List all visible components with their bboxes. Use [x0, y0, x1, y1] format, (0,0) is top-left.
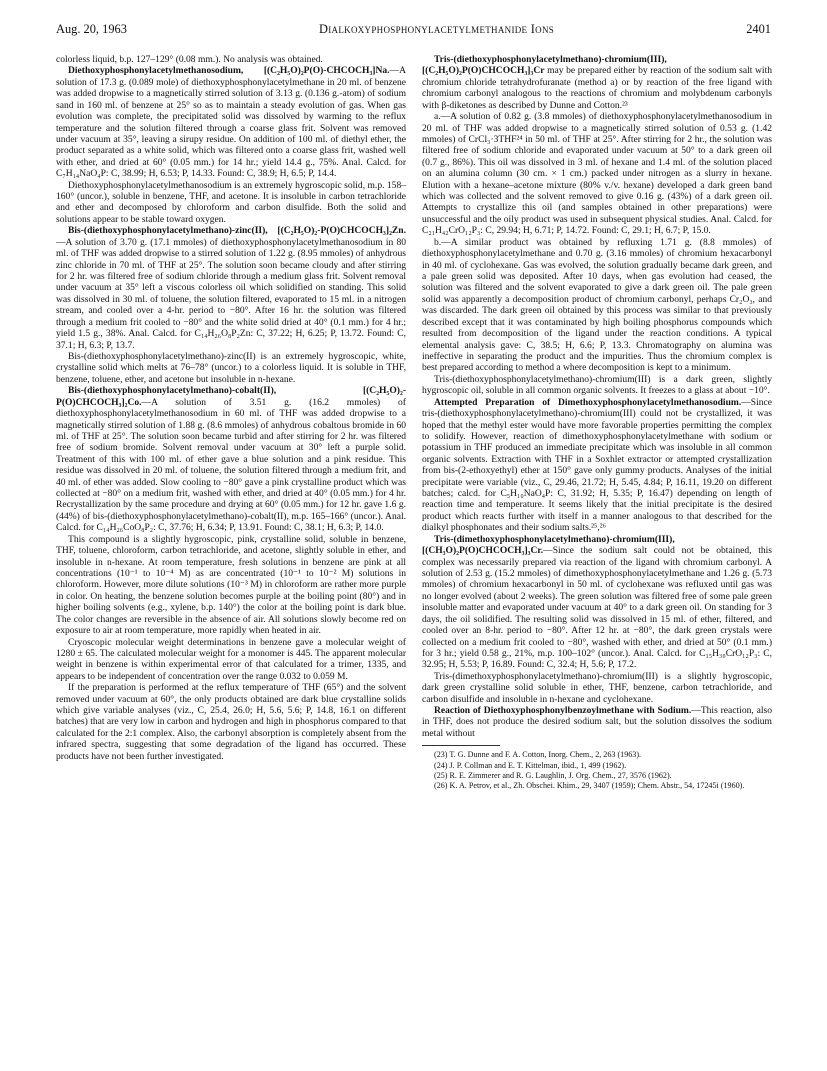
header-title: Dialkoxyphosphonylacetylmethanide Ions — [319, 22, 555, 36]
section-heading: Tris-(diethoxyphosphonylacetylmethano)-chromium(III), [(C₂H₅O)₂P(O)CHCOCH₃]₃Cr — [422, 54, 667, 77]
section-heading: Attempted Preparation of Dimethoxyphosphonylacetylmethanosodium. — [434, 396, 742, 408]
right-column — [422, 54, 772, 791]
paragraph: Tris-(dimethoxyphosphonylacetylmethano)-chromium(III) is a slightly hygroscopic, dark green crystalline solid soluble in ether, THF, benzene, carbon tetrachloride, and carbon disulfide and insoluble in n-hexane and cyclohexane. — [422, 670, 772, 705]
footnote: (23) T. G. Dunne and F. A. Cotton, Inorg. Chem., 2, 263 (1963). — [434, 750, 642, 760]
paragraph: colorless liquid, b.p. 127–129° (0.08 mm.). No analysis was obtained. — [56, 54, 323, 65]
footnote: (25) R. E. Zimmerer and R. G. Laughlin, J. Org. Chem., 27, 3576 (1962). — [434, 770, 672, 780]
paragraph: Bis-(diethoxyphosphonylacetylmethano)-zinc(II), [(C₂H₅O)₂-P(O)CHCOCH₃]₂Zn.—A solution of 3.70 g. (17.1 mmoles) of diethoxyphosphonylacetylmethanosodium in 80 ml. of THF was added dropwise to a stirred solution of 1.22 g. (8.95 mmoles) of anhydrous zinc chloride in 70 ml. of THF at 25°. The solution soon became cloudy and after stirring for 2 hr. was filtered free of sodium chloride through a medium glass frit. Solvent removal under vacuum at 35° left a viscous colorless oil which solidified on standing. This solid was dissolved in 30 ml. of toluene, the solution filtered, evaporated to 15 ml. in a nitrogen stream, and cooled over a 4-hr. period to −80°. After 16 hr. the solution was filtered through a medium frit cooled to −80° and the white solid dried at 40° (0.1 mm.) for 4 hr.; yield 1.5 g., 38%. Anal. Calcd. for C₁₄H₂₆O₈P₂Zn: C, 37.22; H, 6.25; P, 13.72. Found: C, 37.1; H, 6.3; P, 13.7. — [56, 225, 406, 351]
paragraph: Reaction of Diethoxyphosphonylbenzoylmethane with Sodium.—This reaction, also in THF, does not produce the desired sodium salt, but the solution dissolves the sodium metal without — [422, 705, 772, 739]
footnote-rule — [422, 745, 500, 746]
footnote: (26) K. A. Petrov, et al., Zh. Obschei. Khim., 29, 3407 (1959); Chem. Abstr., 54, 17245i (1960). — [434, 780, 745, 790]
paragraph: If the preparation is performed at the reflux temperature of THF (65°) and the solvent removed under vacuum at 60°, the only products obtained are dark blue crystalline solids which give variable analyses (viz., C, 25.4, 26.0; H, 5.6, 5.6; P, 14.8, 16.1 on different batches) that are very low in carbon and hydrogen and high in phosphorus compared to that calculated for the 2:1 complex. Also, the carbonyl absorption is completely absent from the infrared spectra, suggesting that some degradation of the ligand has occurred. These products have not been further investigated. — [56, 682, 406, 762]
running-header — [56, 22, 771, 42]
paragraph: Tris-(diethoxyphosphonylacetylmethano)-chromium(III) is a dark green, slightly hygroscopic oil, soluble in all common organic solvents. It freezes to a glass at about −10°. — [422, 373, 772, 397]
paragraph: Diethoxyphosphonylacetylmethanosodium is an extremely hygroscopic solid, m.p. 158–160° (uncor.), soluble in benzene, THF, and acetone. It is insoluble in carbon tetrachloride and ether and decomposed by chloroform and carbon disulfide. Both the solid and solutions appear to be stable toward oxygen. — [56, 179, 406, 225]
page-number: 2401 — [746, 22, 771, 36]
left-column — [56, 54, 406, 762]
section-heading: Diethoxyphosphonylacetylmethanosodium, [(C₂H₅O)₂P(O)-CHCOCH₃]Na. — [68, 65, 390, 77]
paragraph: This compound is a slightly hygroscopic, pink, crystalline solid, soluble in benzene, THF, toluene, chloroform, carbon tetrachloride, and acetone, slightly soluble in ether, and insoluble in n-hexane. At room temperature, fresh solutions in benzene are pink at all concentrations (10⁻¹ to 10⁻⁴ M) as are concentrated (10⁻¹ to 10⁻² M) solutions in chloroform. However, more dilute solutions (10⁻³ M) in chloroform are rather more purple in color. On heating, the benzene solution becomes purple at the boiling point (80°) and in higher boiling solvents (e.g., xylene, b.p. 140°) the color at the boiling point is dark blue. The color changes are reversible in the absence of air. All solutions slowly become red on exposure to air at room temperature, more rapidly when heated in air. — [56, 533, 406, 637]
paragraph: Attempted Preparation of Dimethoxyphosphonylacetylmethanosodium.—Since tris-(diethoxyphosphonylacetylmethano)-chromium(III) could not be crystallized, it was hoped that the methyl ester would have more favorable properties permitting the complex to solidify. However, reaction of dimethoxyphosphonylacetylmethane with sodium or potassium in THF produced an immediate precipitate which was insoluble in all common organic solvents. Extraction with THF in a Soxhlet extractor or attempted crystallization from bis-(2-ethoxyethyl) ether at 150° gave only gummy products. Analyses of the initial precipitate were variable (viz., C, 29.46, 21.72; H, 5.45, 4.84; P, 16.11, 19.20 on different batches; calcd. for C₅H₁₀NaO₄P: C, 31.92; H, 5.35; P, 16.47) depending on length of reaction time and temperature. It seems likely that the initial precipitate is the desired product which reacts further with itself in a manner analogous to that described for the dialkyl phosphonates and their sodium salts.²⁵,²⁶ — [422, 396, 772, 534]
paragraph: Cryoscopic molecular weight determinations in benzene gave a molecular weight of 1280 ± 65. The calculated molecular weight for a monomer is 445. The apparent molecular weight in benzene is within experimental error of that calculated for a trimer, 1335, and appears to be independent of concentration over the range 0.032 to 0.059 M. — [56, 636, 406, 682]
section-heading: Bis-(diethoxyphosphonylacetylmethano)-zinc(II), [(C₂H₅O)₂-P(O)CHCOCH₃]₂Zn. — [68, 225, 406, 237]
paragraph: Tris-(diethoxyphosphonylacetylmethano)-chromium(III), [(C₂H₅O)₂P(O)CHCOCH₃]₃Cr may be prepared either by reaction of the sodium salt with chromium chloride tetrahydrofuranate (method a) or by reaction of the free ligand with chromium carbonyl analogous to the reactions of chromium and molybdenum carbonyls with β-diketones as described by Dunne and Cotton.²³ — [422, 54, 772, 111]
paragraph: Tris-(dimethoxyphosphonylacetylmethano)-chromium(III), [(CH₃O)₂P(O)CHCOCH₃]₃Cr.—Since the sodium salt could not be obtained, this complex was necessarily prepared via reaction of the ligand with chromium carbonyl. A solution of 2.53 g. (15.2 mmoles) of dimethoxyphosphonylacetylmethane and 1.26 g. (5.73 mmoles) of chromium hexacarbonyl in 50 ml. of cyclohexane was refluxed until gas was no longer evolved (about 2 weeks). The green solution was filtered free of some pale green insoluble matter and evaporated under vacuum at 40° to a dark green oil. On standing for 3 days, the oil solidified. The resulting solid was dissolved in 15 ml. of ether, filtered, and cooled over an 8-hr. period to −80°. After 12 hr. at −80°, the dark green crystals were collected on a medium frit cooled to −80°, washed with ether, and dried at 50° (0.1 mm.) for 3 hr.; yield 0.58 g., 21%, m.p. 100–102° (uncor.). Anal. Calcd. for C₁₅H₃₀CrO₁₂P₃: C, 32.95; H, 5.53; P, 16.89. Found: C, 32.4; H, 5.6; P, 17.2. — [422, 533, 772, 671]
section-heading: Tris-(dimethoxyphosphonylacetylmethano)-chromium(III), [(CH₃O)₂P(O)CHCOCH₃]₃Cr. — [422, 533, 675, 557]
paragraph: Bis-(diethoxyphosphonylacetylmethano)-cobalt(II), [(C₂H₅O)₂-P(O)CHCOCH₃]₂Co.—A solution of 3.51 g. (16.2 mmoles) of diethoxyphosphonylacetylmethanosodium in 60 ml. of THF was added dropwise to a magnetically stirred solution of 1.88 g. (8.6 mmoles) of anhydrous cobaltous bromide in 60 ml. of THF at 25°. The solution soon became turbid and after stirring for 2 hr. was filtered free of sodium bromide. Solvent removal under vacuum at 30° left a purple solid. Treatment of this with 100 ml. of ether gave a blue solution and a pink residue. This residue was dissolved in 20 ml. of toluene, the solution filtered through a medium frit, and 40 ml. of ether was added. Slow cooling to −80° gave a pink crystalline product which was collected at −80° on a medium frit, washed with ether, and dried at 40° (0.05 mm.) for 4 hr. Recrystallization by the same procedure and drying at 60° (0.05 mm.) for 12 hr. gave 1.6 g. (44%) of bis-(diethoxyphosphonylacetylmethano)-cobalt(II), m.p. 165–166° (uncor.). Anal. Calcd. for C₁₄H₂₆CoO₈P₂: C, 37.76; H, 6.34; P, 13.91. Found: C, 38.1; H, 6.3; P, 14.0. — [56, 385, 406, 534]
paragraph: a.—A solution of 0.82 g. (3.8 mmoles) of diethoxyphosphonylacetylmethanosodium in 20 ml. of THF was added dropwise to a magnetically stirred solution of 0.53 g. (1.42 mmoles) of CrCl₃·3THF²⁴ in 50 ml. of THF at 25°. After stirring for 2 hr., the solution was filtered free of sodium chloride and evaporated under vacuum at 50° to a dark green oil (0.7 g., 86%). This oil was dissolved in 3 ml. of hexane and 1.4 ml. of the solution placed on an alumina column (30 cm. × 1 cm.) packed under nitrogen as a slurry in hexane. Elution with a hexane–acetone mixture (80% v./v. hexane) developed a dark green band which was collected and the solvent removed to give 0.16 g. (43%) of a dark green oil. Attempts to crystallize this oil (and samples obtained in other preparations) were unsuccessful and the oily product was used in subsequent physical studies. Anal. Calcd. for C₂₁H₄₂CrO₁₂P₃: C, 29.94; H, 6.71; P, 14.72. Found: C, 29.1; H, 6.7; P, 15.0. — [422, 111, 772, 237]
section-heading: Bis-(diethoxyphosphonylacetylmethano)-cobalt(II), [(C₂H₅O)₂-P(O)CHCOCH₃]₂Co. — [56, 385, 406, 408]
paragraph: Bis-(diethoxyphosphonylacetylmethano)-zinc(II) is an extremely hygroscopic, white, crystalline solid which melts at 76–78° (uncor.) to a colorless liquid. It is soluble in THF, benzene, toluene, ether, and acetone but insoluble in n-hexane. — [56, 350, 406, 385]
footnote: (24) J. P. Collman and E. T. Kittelman, ibid., 1, 499 (1962). — [434, 760, 627, 770]
paragraph: Diethoxyphosphonylacetylmethanosodium, [(C₂H₅O)₂P(O)-CHCOCH₃]Na.—A solution of 17.3 g. (0.089 mole) of diethoxyphosphonylacetylmethane in 20 ml. of benzene was added dropwise to a magnetically stirred solution of 3.13 g. (0.136 g.-atom) of sodium sand in 160 ml. of benzene at 25° so as to maintain a steady evolution of gas. When gas evolution was complete, the precipitated solid was dissolved by warming to the reflux temperature and the solution filtered through a coarse glass frit. Solvent was removed under vacuum at 35°, leaving a sirupy residue. On addition of 100 ml. of diethyl ether, the product separated as a white solid, which was filtered onto a coarse glass frit, washed well with ether, and dried at 60° (0.05 mm.) for 14 hr.; yield 14.4 g., 75%. Anal. Calcd. for C₇H₁₄NaO₄P: C, 38.99; H, 6.53; P, 14.33. Found: C, 38.9; H, 6.5; P, 14.4. — [56, 65, 406, 180]
section-heading: Reaction of Diethoxyphosphonylbenzoylmethane with Sodium. — [434, 705, 692, 717]
paragraph: b.—A similar product was obtained by refluxing 1.71 g. (8.8 mmoles) of diethoxyphosphonylacetylmethane and 0.70 g. (3.16 mmoles) of chromium hexacarbonyl in 40 ml. of cyclohexane. Gas was evolved, the solution gradually became dark green, and a pale green solid was deposited. After 10 days, when gas evolution had ceased, the solution was filtered and the solvent evaporated to give a dark green oil. The pale green solid was apparently a decomposition product of chromium carbonyl, perhaps Cr₂O₃, and was discarded. The dark green oil obtained by this process was similar to that previously described except that it was contaminated by high boiling phosphorus compounds which resulted from decomposition of the ligand under the reaction conditions. A typical elemental analysis gave: C, 38.5; H, 6.6; P, 13.3. Chromatography on alumina was ineffective in separating the product and the impurities. Thus the chromium complex is best prepared according to method a where decomposition is kept to a minimum. — [422, 236, 772, 374]
header-date: Aug. 20, 1963 — [56, 22, 127, 36]
